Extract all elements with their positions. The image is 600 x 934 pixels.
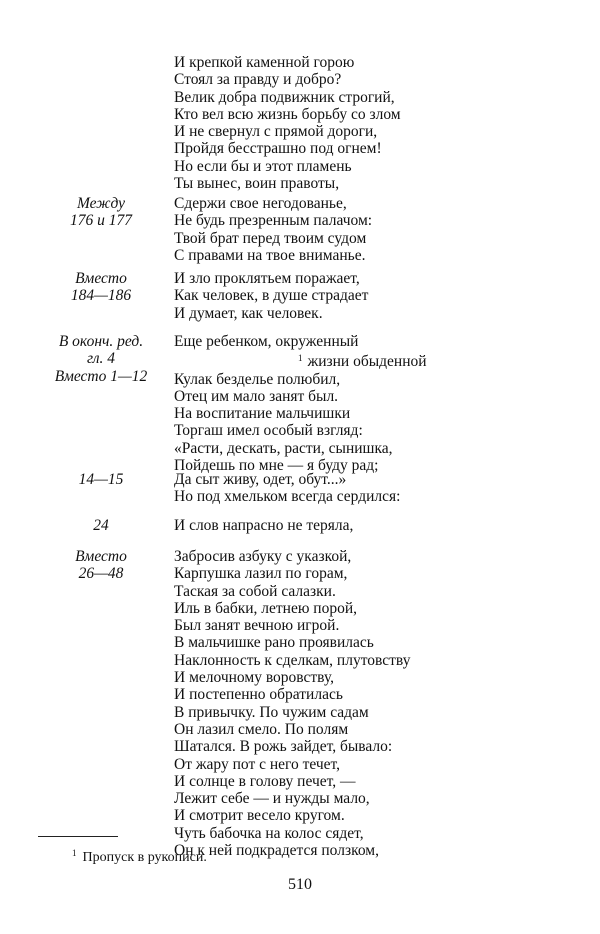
- verse-line: Велик добра подвижник строгий,: [174, 88, 395, 106]
- verse-line: И мелочному воровству,: [174, 669, 335, 687]
- verse-lines: [174, 54, 594, 192]
- verse-line: И крепкой каменной горою: [174, 54, 355, 71]
- verse-line: И не свернул с прямой дороги,: [174, 123, 378, 141]
- footnote-marker: 1: [72, 848, 77, 858]
- verse-line: Пройдя бесстрашно под огнем!: [174, 140, 382, 158]
- verse-line: Иль в бабки, летнею порой,: [174, 599, 358, 617]
- variant-label: [40, 548, 162, 583]
- verse-line: Твой брат перед твоим судом: [174, 229, 367, 247]
- verse-line: Он лазил смело. По полям: [174, 720, 349, 738]
- page-number: 510: [288, 876, 312, 893]
- verse-line: Как человек, в душе страдает: [174, 287, 369, 305]
- verse-line: Да сыт живу, одет, обут...»: [174, 471, 347, 488]
- verse-line: Он к ней подкрадется ползком,: [174, 842, 379, 860]
- verse-line: Не будь презренным палачом:: [174, 212, 373, 230]
- verse-line: И зло проклятьем поражает,: [174, 270, 360, 287]
- verse-line: От жару пот с него течет,: [174, 755, 341, 773]
- verse-lines: [174, 471, 594, 506]
- variant-label: [40, 270, 162, 305]
- verse-line: Забросив азбуку с указкой,: [174, 548, 352, 565]
- variant-label: [40, 471, 162, 488]
- variant-label-line: Вместо: [75, 270, 127, 287]
- verse-line: Ты вынес, воин правоты,: [174, 175, 340, 193]
- verse-line-with-footnote: [174, 350, 594, 370]
- verse-line: И постепенно обратилась: [174, 686, 343, 704]
- verse-line: Но под хмельком всегда сердился:: [174, 488, 401, 506]
- verse-line: Был занят вечною игрой.: [174, 617, 340, 635]
- verse-line: Шатался. В рожь зайдет, бывало:: [174, 738, 393, 756]
- verse-line: И солнце в голову печет, —: [174, 772, 356, 790]
- verse-line: Но если бы и этот пламень: [174, 157, 352, 175]
- verse-line: «Расти, дескать, расти, сынишка,: [174, 439, 393, 457]
- verse-line: Пойдешь по мне — я буду рад;: [174, 457, 379, 475]
- variant-label-line: 26—48: [78, 565, 124, 583]
- verse-line: Наклонность к сделкам, плутовству: [174, 651, 411, 669]
- verse-line: На воспитание мальчишки: [174, 405, 351, 423]
- verse-lines: [174, 548, 594, 859]
- verse-lines: [174, 517, 594, 534]
- verse-line: В привычку. По чужим садам: [174, 703, 369, 721]
- variant-label-line: Между: [76, 195, 126, 212]
- variant-label-line: 24: [93, 517, 109, 534]
- variant-label-line: Вместо 1—12: [54, 367, 148, 385]
- verse-lines: [174, 270, 594, 322]
- verse-line: И слов напрасно не теряла,: [174, 517, 354, 534]
- variant-label-line: 184—186: [70, 287, 132, 305]
- verse-line: Таская за собой салазки.: [174, 582, 336, 600]
- variant-label-line: 176 и 177: [70, 212, 132, 230]
- variant-label-line: гл. 4: [86, 350, 116, 368]
- footnote-marker: 1: [298, 353, 303, 364]
- variant-label: [40, 333, 162, 385]
- verse-line-text: жизни обыденной: [307, 353, 427, 371]
- verse-line: И думает, как человек.: [174, 304, 323, 322]
- verse-line: Еще ребенком, окруженный: [174, 333, 359, 350]
- verse-line: Торгаш имел особый взгляд:: [174, 422, 363, 440]
- verse-line: Стоял за правду и добро?: [174, 71, 342, 89]
- variant-label-line: В оконч. ред.: [58, 333, 144, 350]
- verse-line: Кто вел всю жизнь борьбу со злом: [174, 105, 401, 123]
- verse-line: Чуть бабочка на колос сядет,: [174, 824, 364, 842]
- verse-lines: [174, 333, 594, 474]
- variant-label-line: Вместо: [75, 548, 127, 565]
- variant-label: [40, 517, 162, 534]
- footnote-text: Пропуск в рукописи.: [82, 850, 207, 865]
- footnote: [72, 845, 207, 866]
- variant-label: [40, 195, 162, 230]
- verse-line: Карпушка лазил по горам,: [174, 565, 348, 583]
- variant-label-line: 14—15: [78, 471, 124, 488]
- verse-lines: [174, 195, 594, 264]
- verse-line: В мальчишке рано проявилась: [174, 634, 374, 652]
- verse-line: И смотрит весело кругом.: [174, 807, 345, 825]
- verse-line: Кулак безделье полюбил,: [174, 370, 341, 388]
- verse-line: Лежит себе — и нужды мало,: [174, 790, 370, 808]
- verse-line: Сдержи свое негодованье,: [174, 195, 347, 212]
- verse-line: Отец им мало занят был.: [174, 387, 339, 405]
- verse-line: С правами на твое вниманье.: [174, 246, 366, 264]
- footnote-divider: [38, 836, 118, 837]
